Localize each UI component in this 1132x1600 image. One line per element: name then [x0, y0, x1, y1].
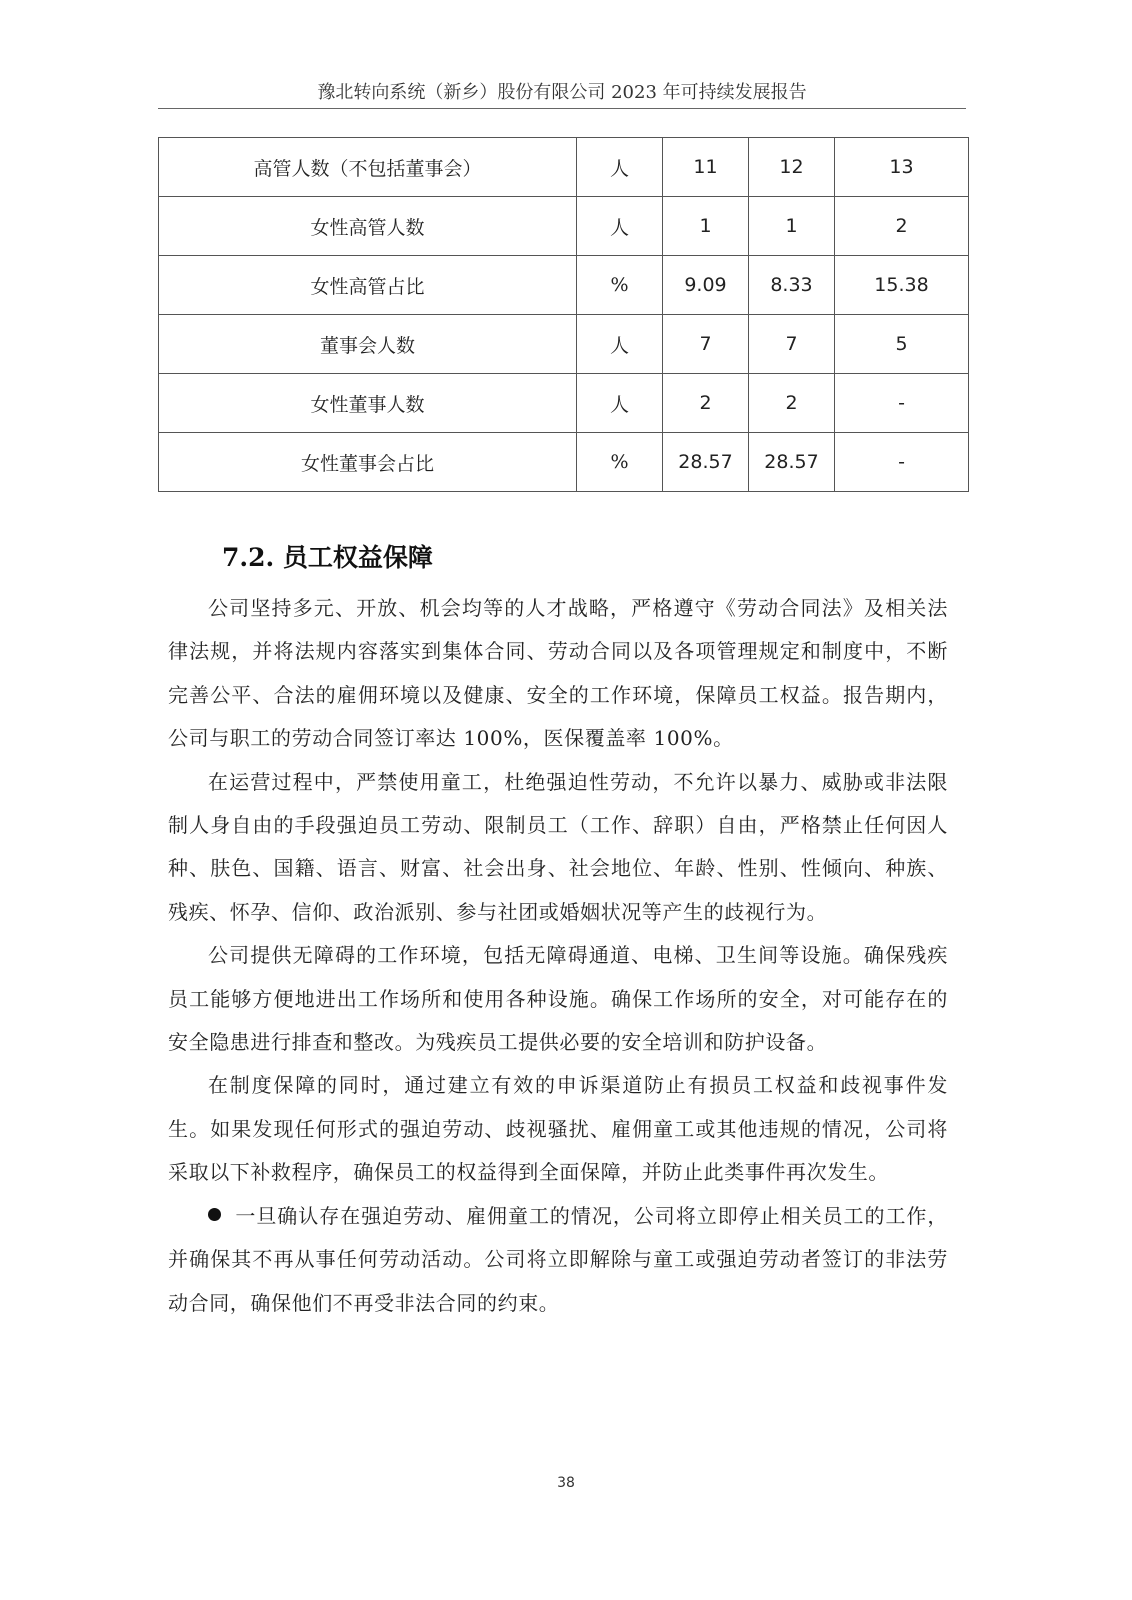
- bullet-icon: [208, 1208, 221, 1221]
- section-heading: 7.2. 员工权益保障: [222, 543, 433, 572]
- row-unit: 人: [577, 315, 663, 374]
- table-row: [159, 433, 969, 492]
- row-label: 女性董事会占比: [159, 433, 577, 492]
- page-number: 38: [557, 1475, 575, 1491]
- row-unit: 人: [577, 197, 663, 256]
- table-row: [159, 256, 969, 315]
- cell-value: 13: [835, 138, 969, 197]
- row-label: 女性高管占比: [159, 256, 577, 315]
- management-gender-table: [158, 137, 969, 492]
- section-body: [168, 587, 948, 1325]
- cell-value: 9.09: [663, 256, 749, 315]
- body-paragraph: 在制度保障的同时，通过建立有效的申诉渠道防止有损员工权益和歧视事件发生。如果发现任何形式的强迫劳动、歧视骚扰、雇佣童工或其他违规的情况，公司将采取以下补救程序，确保员工的权益得到全面保障，并防止此类事件再次发生。: [168, 1073, 948, 1185]
- table-row: [159, 197, 969, 256]
- cell-value: 11: [663, 138, 749, 197]
- row-label: 董事会人数: [159, 315, 577, 374]
- cell-value: 1: [663, 197, 749, 256]
- cell-value: 8.33: [749, 256, 835, 315]
- row-label: 女性董事人数: [159, 374, 577, 433]
- row-unit: %: [577, 256, 663, 315]
- cell-value: 15.38: [835, 256, 969, 315]
- table-row: [159, 315, 969, 374]
- row-unit: %: [577, 433, 663, 492]
- table-row: [159, 374, 969, 433]
- body-paragraph: 公司提供无障碍的工作环境，包括无障碍通道、电梯、卫生间等设施。确保残疾员工能够方便地进出工作场所和使用各种设施。确保工作场所的安全，对可能存在的安全隐患进行排查和整改。为残疾员工提供必要的安全培训和防护设备。: [168, 943, 948, 1055]
- cell-value: 7: [749, 315, 835, 374]
- body-paragraph: 在运营过程中，严禁使用童工，杜绝强迫性劳动，不允许以暴力、威胁或非法限制人身自由的手段强迫员工劳动、限制员工（工作、辞职）自由，严格禁止任何因人种、肤色、国籍、语言、财富、社会出身、社会地位、年龄、性别、性倾向、种族、残疾、怀孕、信仰、政治派别、参与社团或婚姻状况等产生的歧视行为。: [168, 769, 948, 924]
- cell-value: 28.57: [749, 433, 835, 492]
- body-paragraph: 公司坚持多元、开放、机会均等的人才战略，严格遵守《劳动合同法》及相关法律法规，并将法规内容落实到集体合同、劳动合同以及各项管理规定和制度中，不断完善公平、合法的雇佣环境以及健康、安全的工作环境，保障员工权益。报告期内，公司与职工的劳动合同签订率达 100%，医保覆盖率 100%。: [168, 596, 948, 751]
- cell-value: 7: [663, 315, 749, 374]
- cell-value: 2: [835, 197, 969, 256]
- cell-value: 2: [663, 374, 749, 433]
- cell-value: 5: [835, 315, 969, 374]
- running-header: 豫北转向系统（新乡）股份有限公司 2023 年可持续发展报告: [317, 82, 807, 103]
- row-label: 高管人数（不包括董事会）: [159, 138, 577, 197]
- row-unit: 人: [577, 374, 663, 433]
- row-label: 女性高管人数: [159, 197, 577, 256]
- table-row: [159, 138, 969, 197]
- bullet-item: [168, 1195, 948, 1325]
- cell-value: 28.57: [663, 433, 749, 492]
- cell-value: -: [835, 374, 969, 433]
- cell-value: 12: [749, 138, 835, 197]
- bullet-text: 一旦确认存在强迫劳动、雇佣童工的情况，公司将立即停止相关员工的工作，并确保其不再从事任何劳动活动。公司将立即解除与童工或强迫劳动者签订的非法劳动合同，确保他们不再受非法合同的约束。: [168, 1203, 948, 1315]
- header-rule: [158, 108, 966, 109]
- cell-value: 1: [749, 197, 835, 256]
- cell-value: 2: [749, 374, 835, 433]
- row-unit: 人: [577, 138, 663, 197]
- cell-value: -: [835, 433, 969, 492]
